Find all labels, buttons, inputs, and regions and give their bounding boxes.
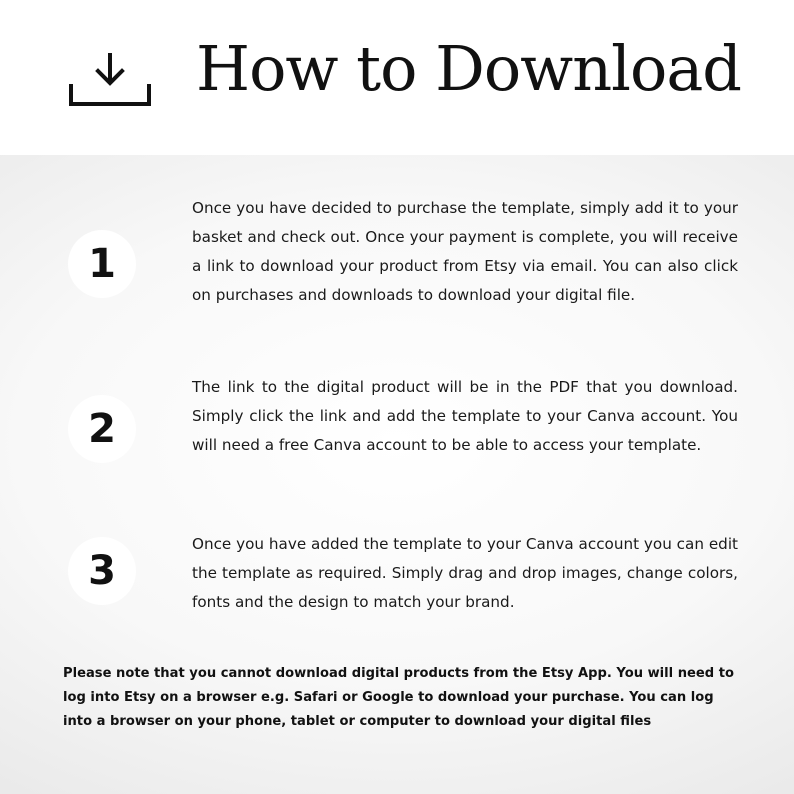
step-text-1: Once you have decided to purchase the template, simply add it to your basket and check out. Once your payment is complete, you will receive a link to download your product from Etsy via email. You can also click on purchases and downloads to download your digital file. xyxy=(192,199,738,304)
page-title: How to Download xyxy=(196,32,741,105)
step-text-2: The link to the digital product will be in the PDF that you download. Simply click the link and add the template to your Canva account. You will need a free Canva account to be able to access your template. xyxy=(192,378,738,454)
step-number-1: 1 xyxy=(68,230,136,298)
step-number-2: 2 xyxy=(68,395,136,463)
header xyxy=(0,0,794,155)
step-number-3: 3 xyxy=(68,537,136,605)
step-text-3: Once you have added the template to your Canva account you can edit the template as required. Simply drag and drop images, change colors, fonts and the design to match your brand. xyxy=(192,535,738,611)
download-icon xyxy=(68,52,152,108)
download-note: Please note that you cannot download digital products from the Etsy App. You will need to log into Etsy on a browser e.g. Safari or Google to download your purchase. You can log into a browser on your phone, tablet or computer to download your digital files xyxy=(63,666,734,729)
